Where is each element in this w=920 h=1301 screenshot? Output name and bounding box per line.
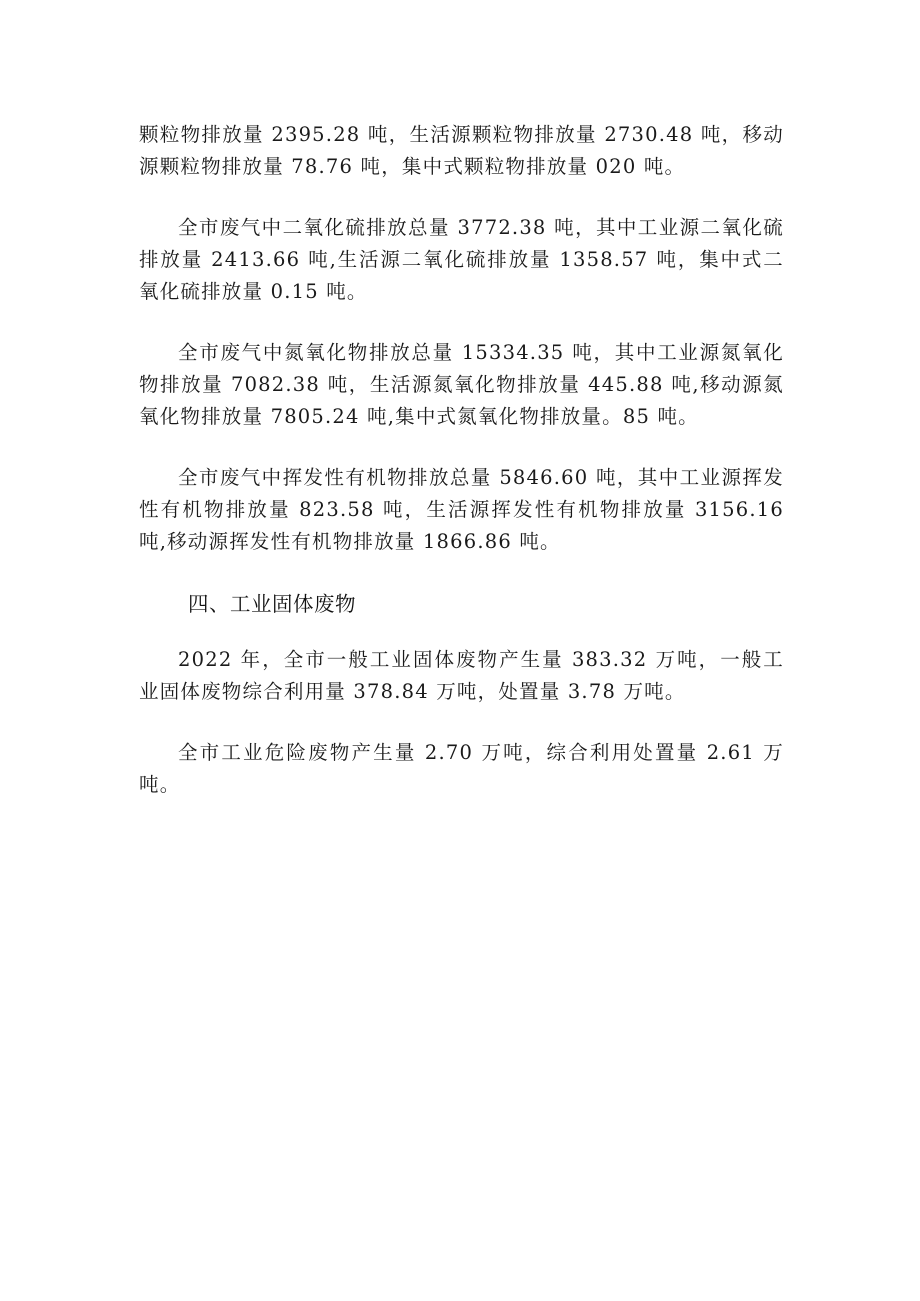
paragraph-particulate-emissions: 颗粒物排放量 2395.28 吨，生活源颗粒物排放量 2730.48 吨，移动源颗粒物排放量 78.76 吨，集中式颗粒物排放量 020 吨。 [139,123,784,178]
paragraph-hazardous-waste: 全市工业危险废物产生量 2.70 万吨，综合利用处置量 2.61 万吨。 [139,741,784,796]
document-body [139,119,784,830]
paragraph-sulfur-dioxide: 全市废气中二氧化硫排放总量 3772.38 吨，其中工业源二氧化硫排放量 2413.66 吨,生活源二氧化硫排放量 1358.57 吨，集中式二氧化硫排放量 0.15 吨。 [139,216,784,303]
paragraph-nitrogen-oxides: 全市废气中氮氧化物排放总量 15334.35 吨，其中工业源氮氧化物排放量 7082.38 吨，生活源氮氧化物排放量 445.88 吨,移动源氮氧化物排放量 7805.24 吨,集中式氮氧化物排放量。85 吨。 [139,341,784,428]
section-heading-industrial-solid-waste: 四、工业固体废物 [188,592,356,616]
paragraph-general-solid-waste: 2022 年，全市一般工业固体废物产生量 383.32 万吨，一般工业固体废物综合利用量 378.84 万吨，处置量 3.78 万吨。 [139,648,784,703]
paragraph-volatile-organics: 全市废气中挥发性有机物排放总量 5846.60 吨，其中工业源挥发性有机物排放量 823.58 吨，生活源挥发性有机物排放量 3156.16 吨,移动源挥发性有机物排放量 1866.86 吨。 [139,466,784,553]
